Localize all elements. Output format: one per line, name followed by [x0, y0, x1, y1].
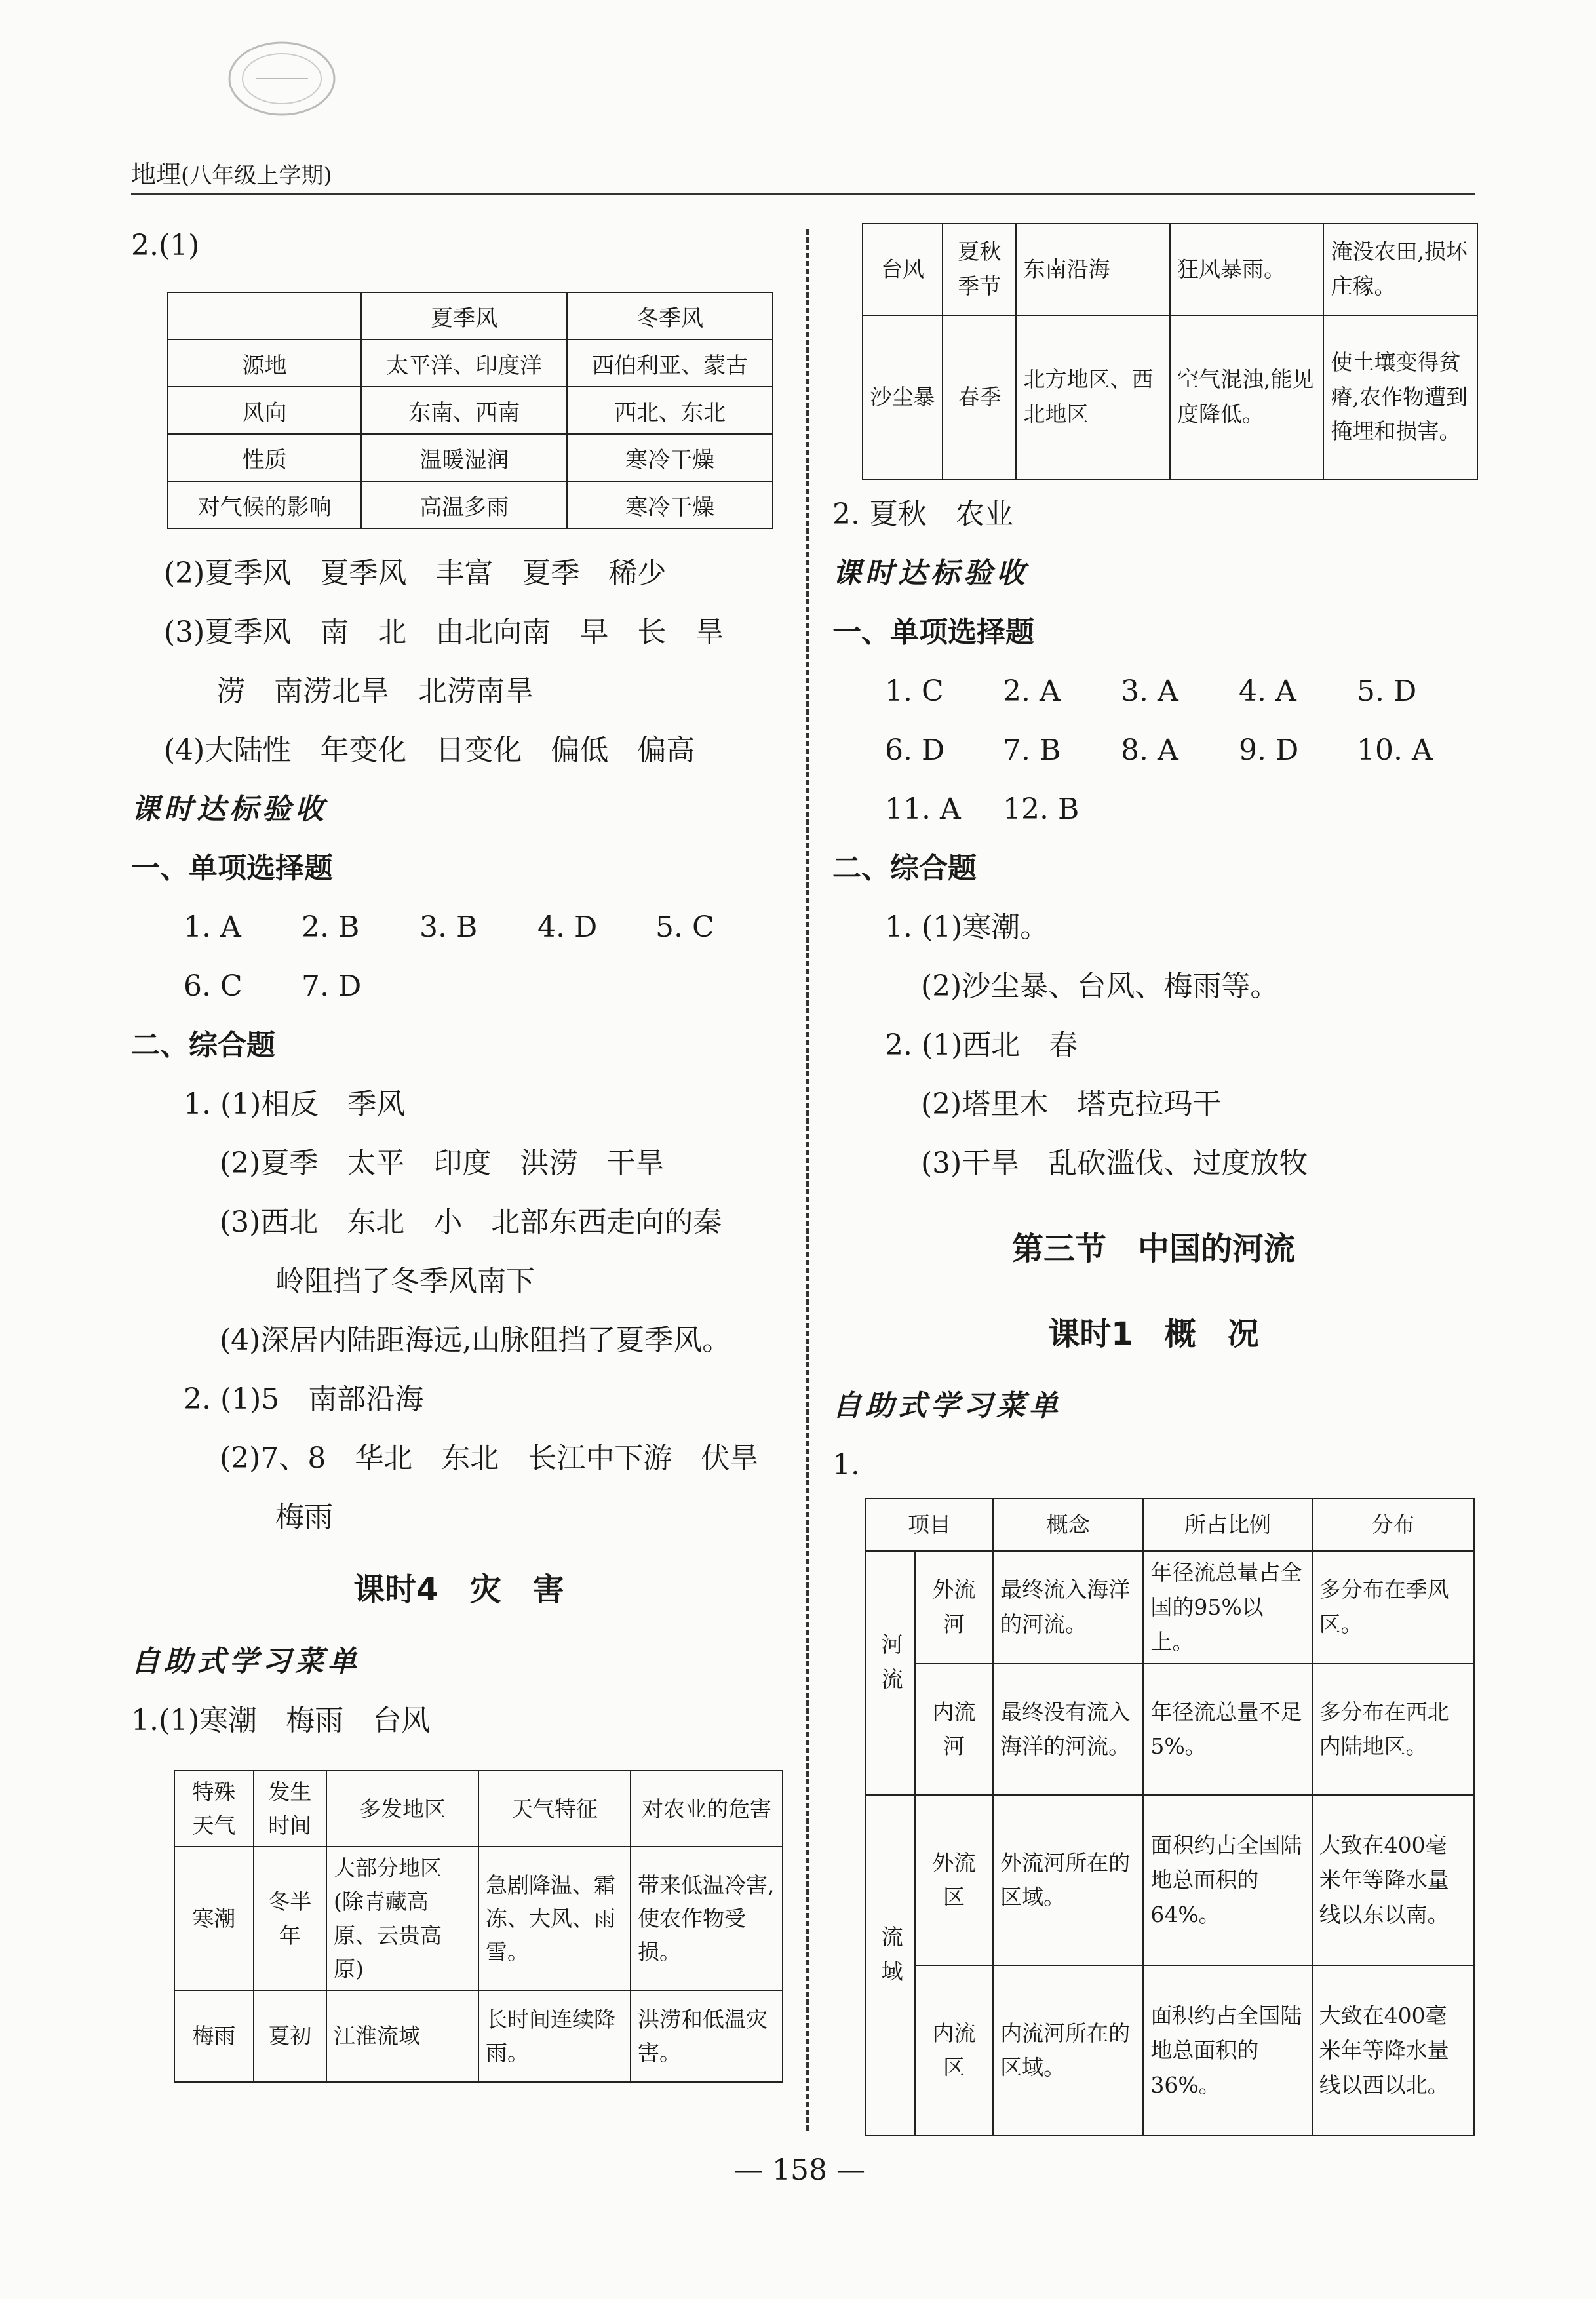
table-cell: 太平洋、印度洋 [361, 340, 567, 387]
answer-line: (3)干旱 乱砍滥伐、过度放牧 [921, 1147, 1308, 1180]
table-cell: 长时间连续降雨。 [478, 1990, 631, 2082]
table-cell: 江淮流域 [326, 1990, 478, 2082]
choices-row [832, 662, 1475, 721]
table-cell: 发生时间 [254, 1771, 326, 1847]
table-cell: 夏初 [254, 1990, 326, 2082]
table-cell: 寒冷干燥 [567, 434, 773, 481]
table-cell: 分布 [1312, 1499, 1474, 1551]
answer-line: 2. (1)5 南部沿海 [184, 1383, 424, 1416]
table-row [866, 1965, 1474, 2136]
choice-answer: 11. A [885, 793, 961, 826]
answer-line: (4)大陆性 年变化 日变化 偏低 偏高 [164, 734, 695, 767]
choice-answer: 7. B [1003, 734, 1061, 767]
table-cell: 特殊天气 [174, 1771, 254, 1847]
table-cell: 源地 [168, 340, 361, 387]
table-row [863, 224, 1477, 315]
answer-line: 1. [832, 1448, 860, 1482]
section-heading-check: 课时达标验收 [131, 793, 328, 826]
table-header-row [168, 292, 773, 340]
choice-answer: 7. D [302, 970, 362, 1003]
section-heading-comp: 二、综合题 [832, 852, 977, 885]
left-column-body [131, 544, 787, 1750]
table-cell: 外流区 [915, 1795, 993, 1965]
table-cell: 沙尘暴 [863, 315, 943, 479]
table-cell: 东南、西南 [361, 387, 567, 434]
table-cell [866, 1551, 915, 1795]
table-cell: 急剧降温、霜冻、大风、雨雪。 [478, 1847, 631, 1990]
section-heading-self: 自助式学习菜单 [832, 1389, 1062, 1423]
table-row [866, 1551, 1474, 1664]
table-cell: 洪涝和低温灾害。 [631, 1990, 783, 2082]
table-cell: 面积约占全国陆地总面积的36%。 [1143, 1965, 1312, 2136]
table-cell: 天气特征 [478, 1771, 631, 1847]
table-cell: 概念 [993, 1499, 1143, 1551]
river-table [865, 1498, 1475, 2136]
table-cell: 外流河所在的区域。 [993, 1795, 1143, 1965]
answer-line: 涝 南涝北旱 北涝南旱 [216, 675, 534, 708]
group-label: 流域 [878, 1925, 904, 1995]
table-cell: 内流河所在的区域。 [993, 1965, 1143, 2136]
table-cell [866, 1795, 915, 2136]
column-divider [806, 229, 809, 2131]
table-cell: 冬季风 [567, 292, 773, 340]
header-rule [131, 193, 1475, 195]
answer-line: 岭阻挡了冬季风南下 [275, 1265, 535, 1298]
table-cell: 大致在400毫米年等降水量线以东以南。 [1312, 1795, 1474, 1965]
table-cell: 温暖湿润 [361, 434, 567, 481]
table-cell: 台风 [863, 224, 943, 315]
group-label: 河流 [878, 1633, 904, 1703]
table-row [168, 481, 773, 528]
answer-line: (2)夏季风 夏季风 丰富 夏季 稀少 [164, 557, 667, 590]
choice-answer: 5. D [1357, 675, 1417, 708]
disaster-table [174, 1770, 783, 2083]
table-cell: 最终没有流入海洋的河流。 [993, 1664, 1143, 1795]
choices-row [131, 898, 787, 957]
answer-line: (3)夏季风 南 北 由北向南 早 长 旱 [164, 616, 724, 649]
answer-line: 1. (1)寒潮。 [885, 911, 1049, 944]
table-cell: 面积约占全国陆地总面积的64%。 [1143, 1795, 1312, 1965]
choice-answer: 6. C [184, 970, 243, 1003]
table-cell: 西北、东北 [567, 387, 773, 434]
answer-line: (4)深居内陆距海远,山脉阻挡了夏季风。 [220, 1324, 731, 1357]
lesson-title: 课时4 灾 害 [353, 1571, 564, 1608]
table-cell: 外流河 [915, 1551, 993, 1664]
choice-answer: 2. A [1003, 675, 1061, 708]
table-cell: 北方地区、西北地区 [1016, 315, 1170, 479]
table-cell: 多分布在季风区。 [1312, 1551, 1474, 1664]
table-cell: 冬半年 [254, 1847, 326, 1990]
table-cell: 夏季风 [361, 292, 567, 340]
table-cell: 大致在400毫米年等降水量线以西以北。 [1312, 1965, 1474, 2136]
table-header-row [866, 1499, 1474, 1551]
table-row [168, 340, 773, 387]
table-header-row [174, 1771, 783, 1847]
table-cell: 年径流总量不足5%。 [1143, 1664, 1312, 1795]
header-grade: (八年级上学期) [181, 163, 332, 189]
table-cell [168, 292, 361, 340]
table-cell: 性质 [168, 434, 361, 481]
table-cell: 年径流总量占全国的95%以上。 [1143, 1551, 1312, 1664]
table-cell: 寒潮 [174, 1847, 254, 1990]
choice-answer: 5. C [655, 911, 714, 944]
choice-answer: 4. D [537, 911, 598, 944]
section-heading-check: 课时达标验收 [832, 557, 1029, 590]
choice-answer: 1. C [885, 675, 944, 708]
answer-line: (3)西北 东北 小 北部东西走向的秦 [220, 1206, 722, 1239]
page-number: — 158 — [734, 2153, 865, 2187]
table-cell: 春季 [943, 315, 1017, 479]
table-row [866, 1795, 1474, 1965]
section-heading-single: 一、单项选择题 [832, 616, 1034, 649]
lesson-title: 课时1 概 况 [1048, 1316, 1259, 1352]
table-row [174, 1990, 783, 2082]
table-cell: 狂风暴雨。 [1170, 224, 1324, 315]
header-subject: 地理 [131, 160, 182, 189]
table-cell: 项目 [866, 1499, 993, 1551]
table-cell: 带来低温冷害,使农作物受损。 [631, 1847, 783, 1990]
choice-answer: 12. B [1003, 793, 1080, 826]
answer-line: 1. (1)相反 季风 [184, 1088, 406, 1121]
choice-answer: 10. A [1357, 734, 1433, 767]
choices-row [832, 780, 1475, 839]
choice-answer: 1. A [184, 911, 241, 944]
table-row [168, 434, 773, 481]
answer-line: 梅雨 [275, 1501, 333, 1534]
table-row [863, 315, 1477, 479]
choices-row [131, 957, 787, 1016]
answer-line: 2. 夏秋 农业 [832, 498, 1013, 531]
choice-answer: 4. A [1239, 675, 1296, 708]
disaster-table-continued [862, 223, 1478, 480]
right-column-body [832, 485, 1475, 1495]
q2-1-label: 2.(1) [131, 229, 200, 262]
choice-answer: 3. A [1121, 675, 1178, 708]
table-cell: 最终流入海洋的河流。 [993, 1551, 1143, 1664]
table-cell: 梅雨 [174, 1990, 254, 2082]
table-cell: 寒冷干燥 [567, 481, 773, 528]
answer-line: 1.(1)寒潮 梅雨 台风 [131, 1704, 431, 1737]
table-cell: 高温多雨 [361, 481, 567, 528]
choice-answer: 9. D [1239, 734, 1299, 767]
table-cell: 使土壤变得贫瘠,农作物遭到掩埋和损害。 [1323, 315, 1477, 479]
choice-answer: 2. B [302, 911, 360, 944]
table-cell: 对气候的影响 [168, 481, 361, 528]
section-heading-self: 自助式学习菜单 [131, 1645, 360, 1678]
section-heading-single: 一、单项选择题 [131, 852, 333, 885]
monsoon-table [167, 292, 773, 529]
table-cell: 风向 [168, 387, 361, 434]
answer-line: 2. (1)西北 春 [885, 1029, 1078, 1062]
table-cell: 所占比例 [1143, 1499, 1312, 1551]
table-cell: 对农业的危害 [631, 1771, 783, 1847]
answer-line: (2)沙尘暴、台风、梅雨等。 [921, 970, 1279, 1003]
table-row [174, 1847, 783, 1990]
table-cell: 多发地区 [326, 1771, 478, 1847]
table-cell: 西伯利亚、蒙古 [567, 340, 773, 387]
section-title: 第三节 中国的河流 [1011, 1230, 1295, 1267]
table-cell: 淹没农田,损坏庄稼。 [1323, 224, 1477, 315]
choices-row [832, 721, 1475, 780]
table-cell: 东南沿海 [1016, 224, 1170, 315]
table-cell: 大部分地区(除青藏高原、云贵高原) [326, 1847, 478, 1990]
answer-line: (2)夏季 太平 印度 洪涝 干旱 [220, 1147, 665, 1180]
left-column [131, 216, 787, 275]
table-cell: 空气混浊,能见度降低。 [1170, 315, 1324, 479]
page-header [131, 154, 332, 190]
section-heading-comp: 二、综合题 [131, 1029, 275, 1062]
table-cell: 内流河 [915, 1664, 993, 1795]
table-row [866, 1664, 1474, 1795]
publisher-logo-icon [216, 26, 347, 125]
choice-answer: 3. B [419, 911, 478, 944]
table-cell: 夏秋季节 [943, 224, 1017, 315]
table-row [168, 387, 773, 434]
table-cell: 多分布在西北内陆地区。 [1312, 1664, 1474, 1795]
choice-answer: 8. A [1121, 734, 1178, 767]
choice-answer: 6. D [885, 734, 945, 767]
answer-line: (2)7、8 华北 东北 长江中下游 伏旱 [220, 1442, 759, 1475]
table-cell: 内流区 [915, 1965, 993, 2136]
answer-line: (2)塔里木 塔克拉玛干 [921, 1088, 1222, 1121]
